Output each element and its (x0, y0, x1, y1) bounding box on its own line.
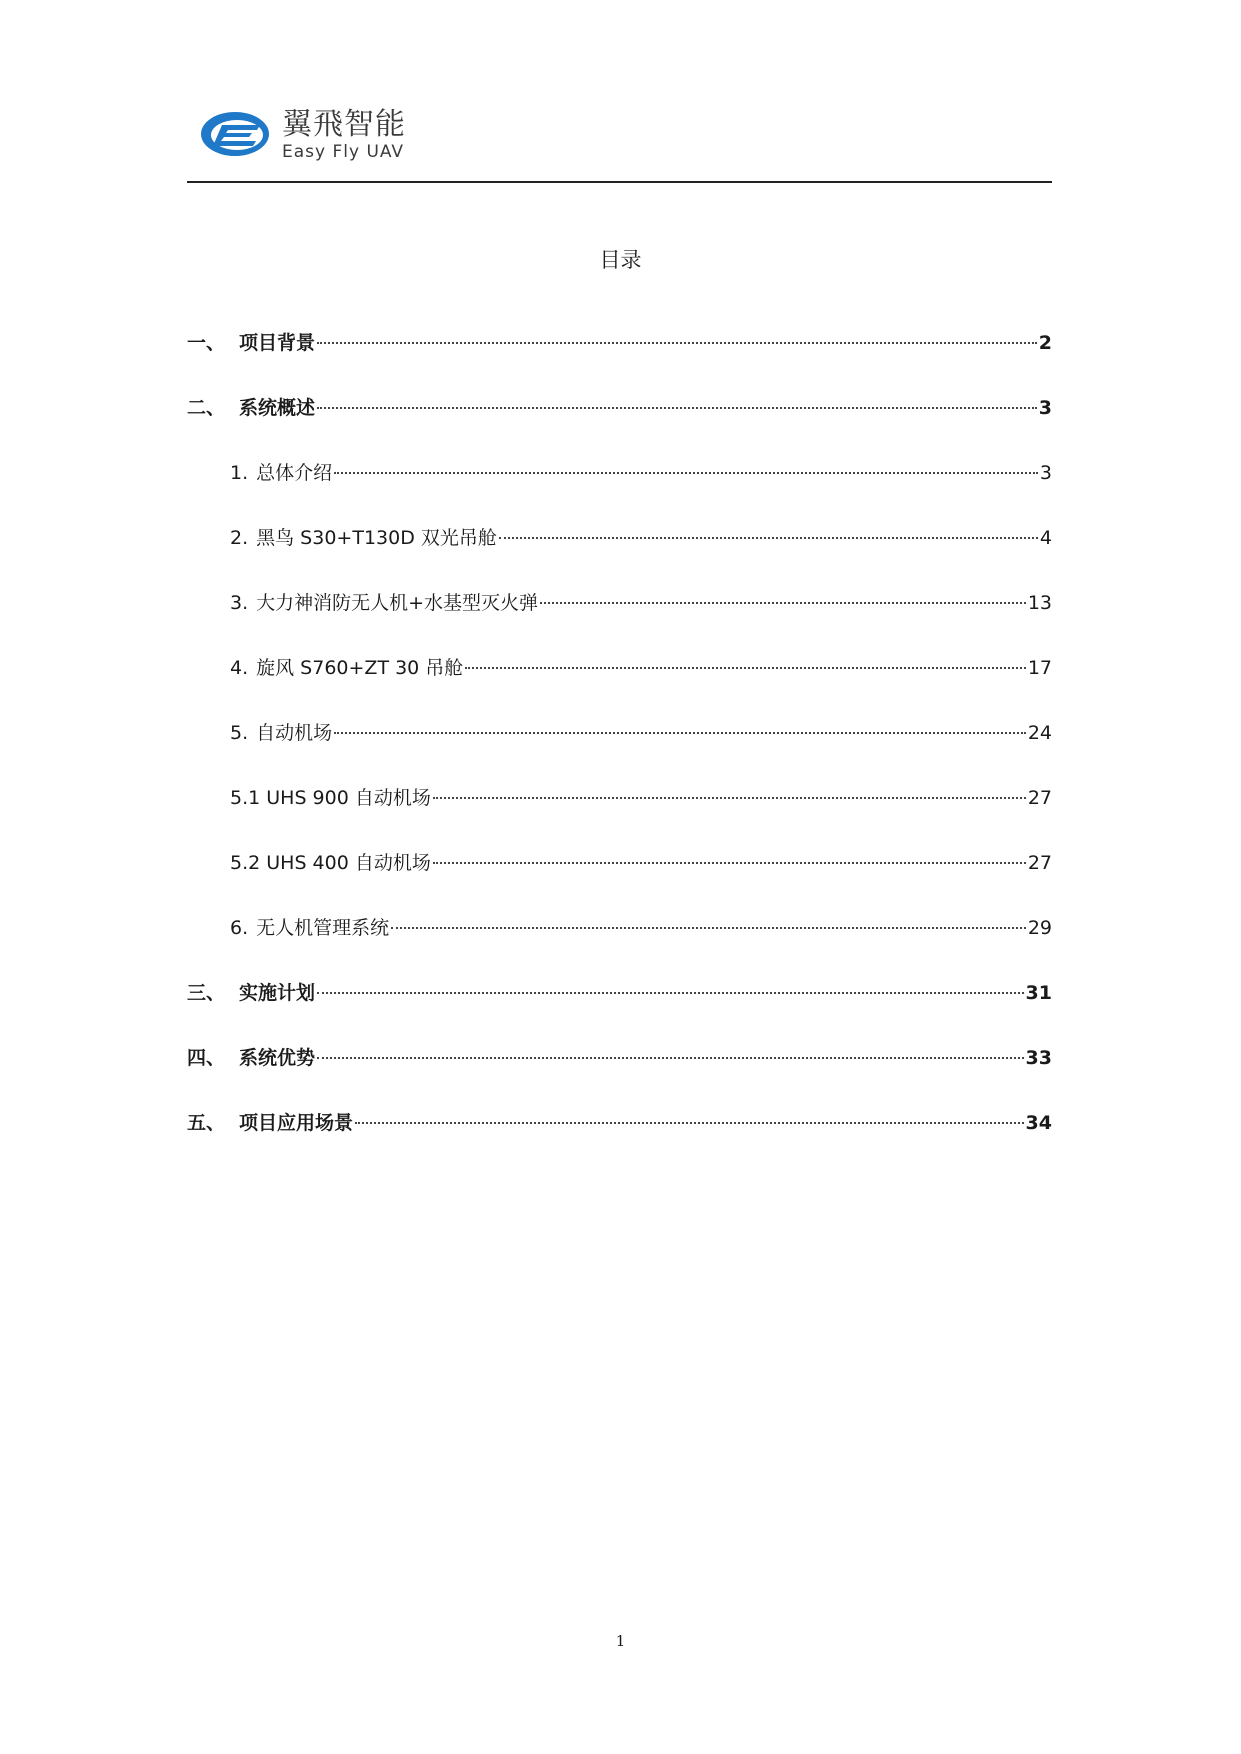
toc-entry-page: 24 (1027, 721, 1052, 744)
brand-name (282, 108, 406, 162)
toc-entry (187, 635, 1052, 700)
toc-entry-link[interactable] (187, 980, 1052, 1006)
toc-entry-title: 项目应用场景 (239, 1111, 354, 1134)
toc-entry-number: 1. (230, 461, 249, 484)
toc-entry-page: 34 (1025, 1111, 1052, 1134)
toc-entry-page: 31 (1025, 981, 1052, 1004)
toc-entry-number: 4. (230, 656, 249, 679)
toc-entry (187, 375, 1052, 440)
toc-entry (187, 1090, 1052, 1155)
toc-title: 目录 (599, 248, 642, 272)
toc-entry-link[interactable] (230, 850, 1052, 876)
toc-entry-page: 13 (1027, 591, 1052, 614)
toc-entry-number: 四、 (187, 1046, 226, 1069)
toc-entry-link[interactable] (230, 525, 1052, 551)
toc-dot-leader (433, 862, 1026, 864)
toc-dot-leader (465, 667, 1026, 669)
toc-entry-page: 27 (1027, 786, 1052, 809)
toc-dot-leader (540, 602, 1026, 604)
toc-entry (187, 960, 1052, 1025)
toc-entry-title: 系统优势 (239, 1046, 316, 1069)
toc-entry (187, 570, 1052, 635)
toc-entry-title: 总体介绍 (256, 461, 333, 484)
toc-dot-leader (355, 1122, 1024, 1124)
toc-entry-link[interactable] (230, 655, 1052, 681)
toc-entry-title: 项目背景 (239, 331, 316, 354)
page-number: 1 (615, 1632, 626, 1650)
toc-entry-title: 5.1 UHS 900 自动机场 (230, 786, 431, 809)
toc-entry-number: 二、 (187, 396, 226, 419)
toc-entry-page: 4 (1039, 526, 1052, 549)
toc-entry-page: 29 (1027, 916, 1052, 939)
toc-entry-link[interactable] (187, 1045, 1052, 1071)
toc-entry (187, 895, 1052, 960)
toc-entry-page: 17 (1027, 656, 1052, 679)
toc-entry-link[interactable] (187, 1110, 1052, 1136)
toc-entry (187, 700, 1052, 765)
toc-entry-page: 27 (1027, 851, 1052, 874)
table-of-contents (187, 310, 1052, 1155)
toc-dot-leader (499, 537, 1038, 539)
toc-entry-link[interactable] (230, 460, 1052, 486)
toc-entry (187, 765, 1052, 830)
toc-entry (187, 1025, 1052, 1090)
toc-entry-title: 无人机管理系统 (256, 916, 390, 939)
toc-dot-leader (317, 407, 1037, 409)
toc-entry-link[interactable] (230, 590, 1052, 616)
page-header (187, 98, 1052, 182)
toc-entry-number: 一、 (187, 331, 226, 354)
toc-dot-leader (433, 797, 1026, 799)
toc-dot-leader (317, 1057, 1024, 1059)
toc-entry-number: 五、 (187, 1111, 226, 1134)
toc-entry-title: 系统概述 (239, 396, 316, 419)
toc-entry-number: 6. (230, 916, 249, 939)
toc-entry-link[interactable] (187, 330, 1052, 356)
toc-entry-title: 5.2 UHS 400 自动机场 (230, 851, 431, 874)
toc-entry-number: 2. (230, 526, 249, 549)
toc-entry (187, 505, 1052, 570)
toc-entry-page: 3 (1038, 396, 1052, 419)
brand-name-cn: 翼飛智能 (282, 107, 406, 142)
toc-entry-link[interactable] (187, 395, 1052, 421)
toc-dot-leader (334, 732, 1026, 734)
toc-dot-leader (391, 927, 1026, 929)
toc-entry (187, 310, 1052, 375)
toc-entry-title: 自动机场 (256, 721, 333, 744)
toc-dot-leader (317, 342, 1037, 344)
toc-entry-page: 33 (1025, 1046, 1052, 1069)
toc-entry-link[interactable] (230, 915, 1052, 941)
toc-entry (187, 830, 1052, 895)
toc-dot-leader (334, 472, 1038, 474)
toc-entry-link[interactable] (230, 720, 1052, 746)
toc-entry-title: 大力神消防无人机+水基型灭火弹 (256, 591, 539, 614)
toc-entry-number: 5. (230, 721, 249, 744)
toc-entry-link[interactable] (230, 785, 1052, 811)
toc-entry-number: 三、 (187, 981, 226, 1004)
brand-name-en: Easy Fly UAV (282, 142, 405, 162)
toc-entry-number: 3. (230, 591, 249, 614)
easy-fly-logo-icon (200, 110, 270, 158)
toc-entry-title: 黑鸟 S30+T130D 双光吊舱 (256, 526, 497, 549)
toc-entry-title: 旋风 S760+ZT 30 吊舱 (256, 656, 464, 679)
toc-entry-title: 实施计划 (239, 981, 316, 1004)
toc-entry-page: 2 (1038, 331, 1052, 354)
toc-entry-page: 3 (1039, 461, 1052, 484)
toc-dot-leader (317, 992, 1024, 994)
header-divider (187, 181, 1052, 183)
toc-entry (187, 440, 1052, 505)
